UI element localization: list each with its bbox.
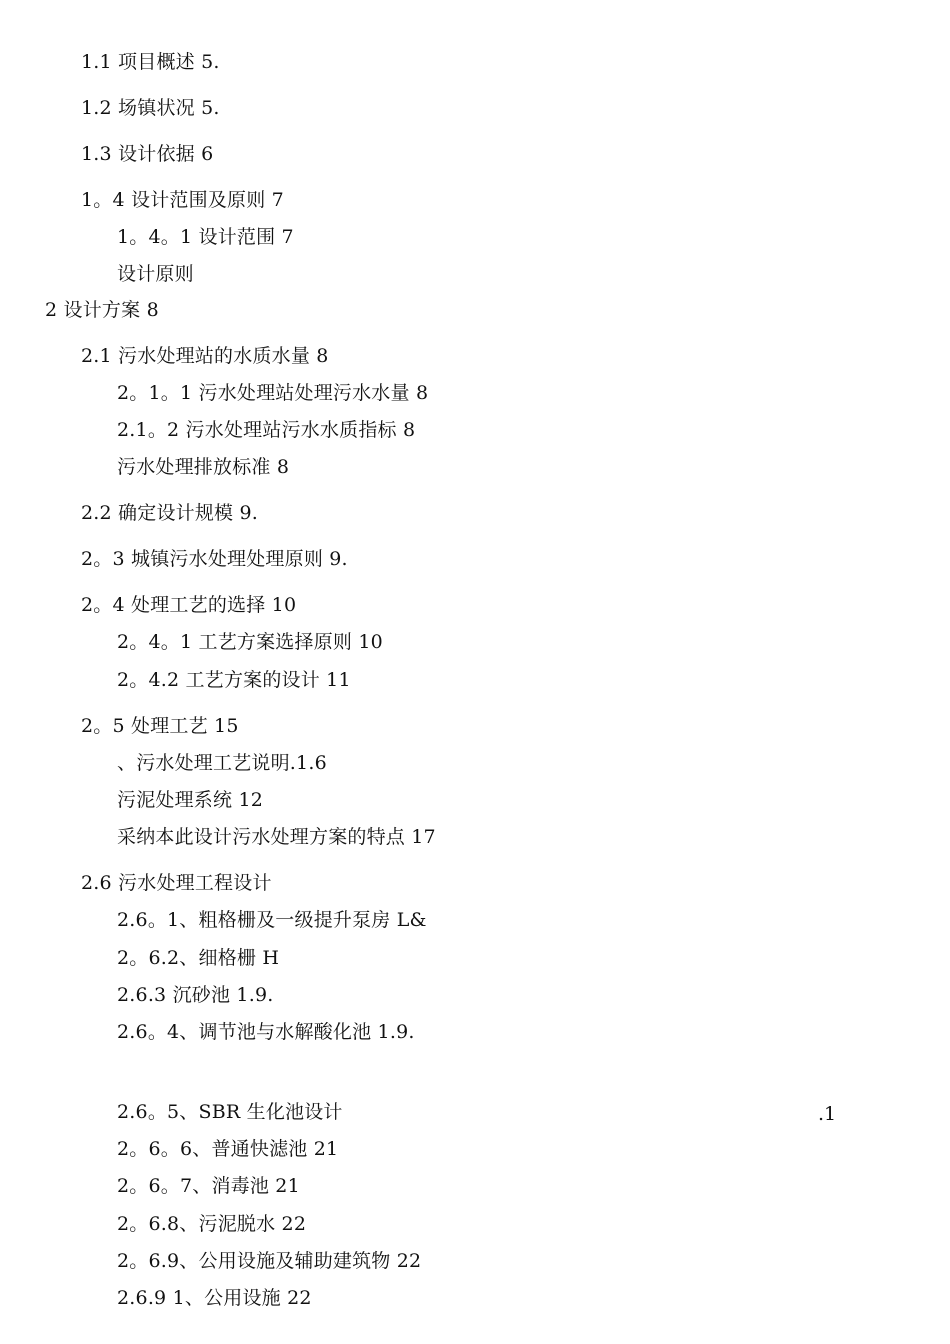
toc-entry-1-2: 1.2 场镇状况 5. [81, 97, 220, 119]
toc-entry-discharge-standard: 污水处理排放标准 8 [117, 456, 290, 478]
toc-entry-2-6-9: 2。6.9、公用设施及辅助建筑物 22 [117, 1250, 422, 1272]
toc-page-mark-sbr: .1 [818, 1103, 837, 1125]
toc-entry-2-4-2: 2。4.2 工艺方案的设计 11 [117, 669, 351, 691]
toc-entry-2-6-6: 2。6。6、普通快滤池 21 [117, 1138, 339, 1160]
toc-entry-process-description: 、污水处理工艺说明.1.6 [117, 752, 327, 774]
toc-entry-1-4: 1。4 设计范围及原则 7 [81, 189, 284, 211]
toc-entry-2-4: 2。4 处理工艺的选择 10 [81, 594, 297, 616]
toc-entry-2-1: 2.1 污水处理站的水质水量 8 [81, 345, 329, 367]
toc-entry-2-6-2: 2。6.2、细格栅 H [117, 947, 280, 969]
toc-entry-1-4-1: 1。4。1 设计范围 7 [117, 226, 294, 248]
toc-entry-2-1-1: 2。1。1 污水处理站处理污水水量 8 [117, 382, 429, 404]
toc-entry-2-1-2: 2.1。2 污水处理站污水水质指标 8 [117, 419, 416, 441]
toc-entry-2-6-5: 2.6。5、SBR 生化池设计 [117, 1101, 343, 1123]
toc-entry-2: 2 设计方案 8 [45, 299, 159, 321]
toc-entry-2-6-8: 2。6.8、污泥脱水 22 [117, 1213, 307, 1235]
toc-entry-2-6-3: 2.6.3 沉砂池 1.9. [117, 984, 274, 1006]
toc-entry-1-1: 1.1 项目概述 5. [81, 51, 220, 73]
toc-entry-2-6-1: 2.6。1、粗格栅及一级提升泵房 L& [117, 909, 427, 931]
toc-entry-2-6-7: 2。6。7、消毒池 21 [117, 1175, 300, 1197]
toc-entry-scheme-features: 采纳本此设计污水处理方案的特点 17 [117, 826, 436, 848]
toc-entry-design-principles: 设计原则 [117, 263, 194, 285]
toc-entry-sludge-system: 污泥处理系统 12 [117, 789, 264, 811]
toc-entry-2-2: 2.2 确定设计规模 9. [81, 502, 259, 524]
toc-entry-2-4-1: 2。4。1 工艺方案选择原则 10 [117, 631, 383, 653]
toc-entry-2-6-9-1: 2.6.9 1、公用设施 22 [117, 1287, 312, 1309]
toc-entry-2-5: 2。5 处理工艺 15 [81, 715, 239, 737]
toc-entry-2-6: 2.6 污水处理工程设计 [81, 872, 272, 894]
toc-entry-2-6-4: 2.6。4、调节池与水解酸化池 1.9. [117, 1021, 415, 1043]
toc-entry-2-3: 2。3 城镇污水处理处理原则 9. [81, 548, 348, 570]
toc-entry-1-3: 1.3 设计依据 6 [81, 143, 214, 165]
